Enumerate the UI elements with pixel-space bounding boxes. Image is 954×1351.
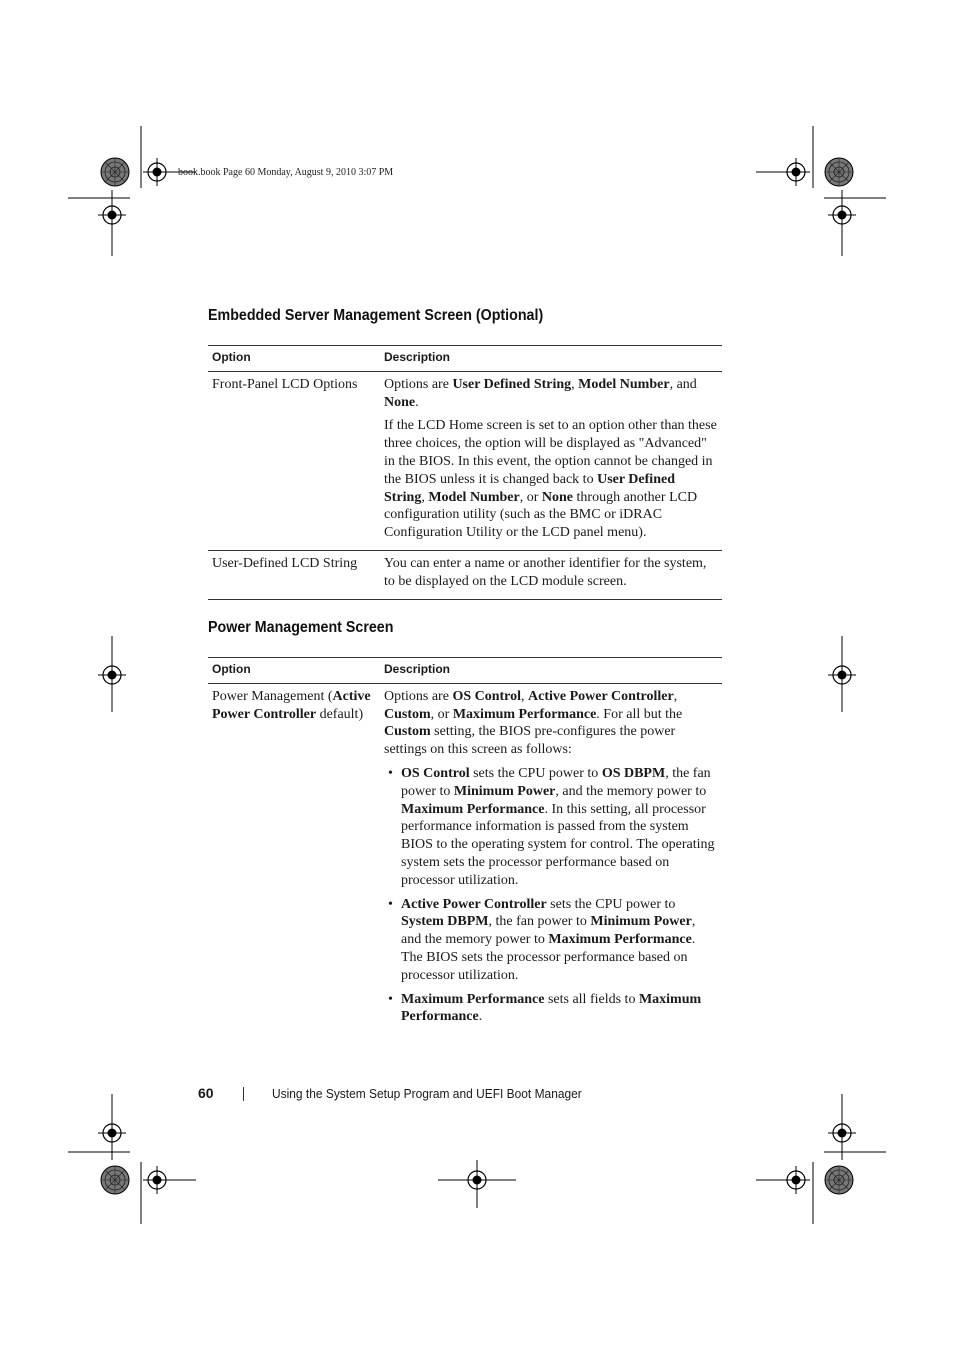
print-slug: book.book Page 60 Monday, August 9, 2010 3:07 PM [178,167,394,178]
bullet-list [384,765,718,1026]
table-row [208,550,722,599]
option-name: User-Defined LCD String [208,550,380,599]
footer-title: Using the System Setup Program and UEFI Boot Manager [272,1086,582,1101]
column-header-description: Description [380,346,722,372]
option-description [380,683,722,1040]
option-name: Front-Panel LCD Options [212,376,358,392]
bullet-icon: • [388,991,393,1007]
option-description [380,371,722,550]
bullet-icon: • [388,896,393,912]
column-header-option: Option [208,346,380,372]
table-row [208,371,722,550]
options-table-embedded-server-management [208,345,722,600]
description-paragraph: If the LCD Home screen is set to an option other than these three choices, the option will be displayed as "Advanced" in the BIOS. In this event, the option cannot be changed in the BIOS unless it is changed back to User Defined String, Model Number, or None through another LCD configuration utility (such as the BMC or iDRAC Configuration Utility or the LCD panel menu). [384,418,717,541]
list-item: • Active Power Controller sets the CPU power to System DBPM, the fan power to Minimum Power, and the memory power to Maximum Performance. The BIOS sets the processor performance based on processor utilization. [388,896,696,983]
description-paragraph: Options are User Defined String, Model Number, and None. [384,376,697,410]
list-item: • OS Control sets the CPU power to OS DBPM, the fan power to Minimum Power, and the memory power to Maximum Performance. In this setting, all processor performance information is passed from the system BIOS to the operating system for control. The operating system sets the processor performance based on processor utilization. [388,765,715,888]
footer-divider [243,1087,244,1101]
column-header-option: Option [208,658,380,684]
table-row [208,683,722,1040]
page-number: 60 [198,1085,214,1101]
list-item: • Maximum Performance sets all fields to Maximum Performance. [388,991,702,1025]
section-heading-embedded-server-management: Embedded Server Management Screen (Optional) [208,307,544,324]
option-description: You can enter a name or another identifier for the system, to be displayed on the LCD module screen. [380,550,722,599]
bullet-icon: • [388,765,393,781]
option-name: Power Management (Active Power Controller default) [212,688,371,722]
section-heading-power-management: Power Management Screen [208,619,394,636]
column-header-description: Description [380,658,722,684]
description-paragraph: Options are OS Control, Active Power Controller, Custom, or Maximum Performance. For all but the Custom setting, the BIOS pre-configures the power settings on this screen as follows: [384,688,683,758]
options-table-power-management [208,657,722,1040]
